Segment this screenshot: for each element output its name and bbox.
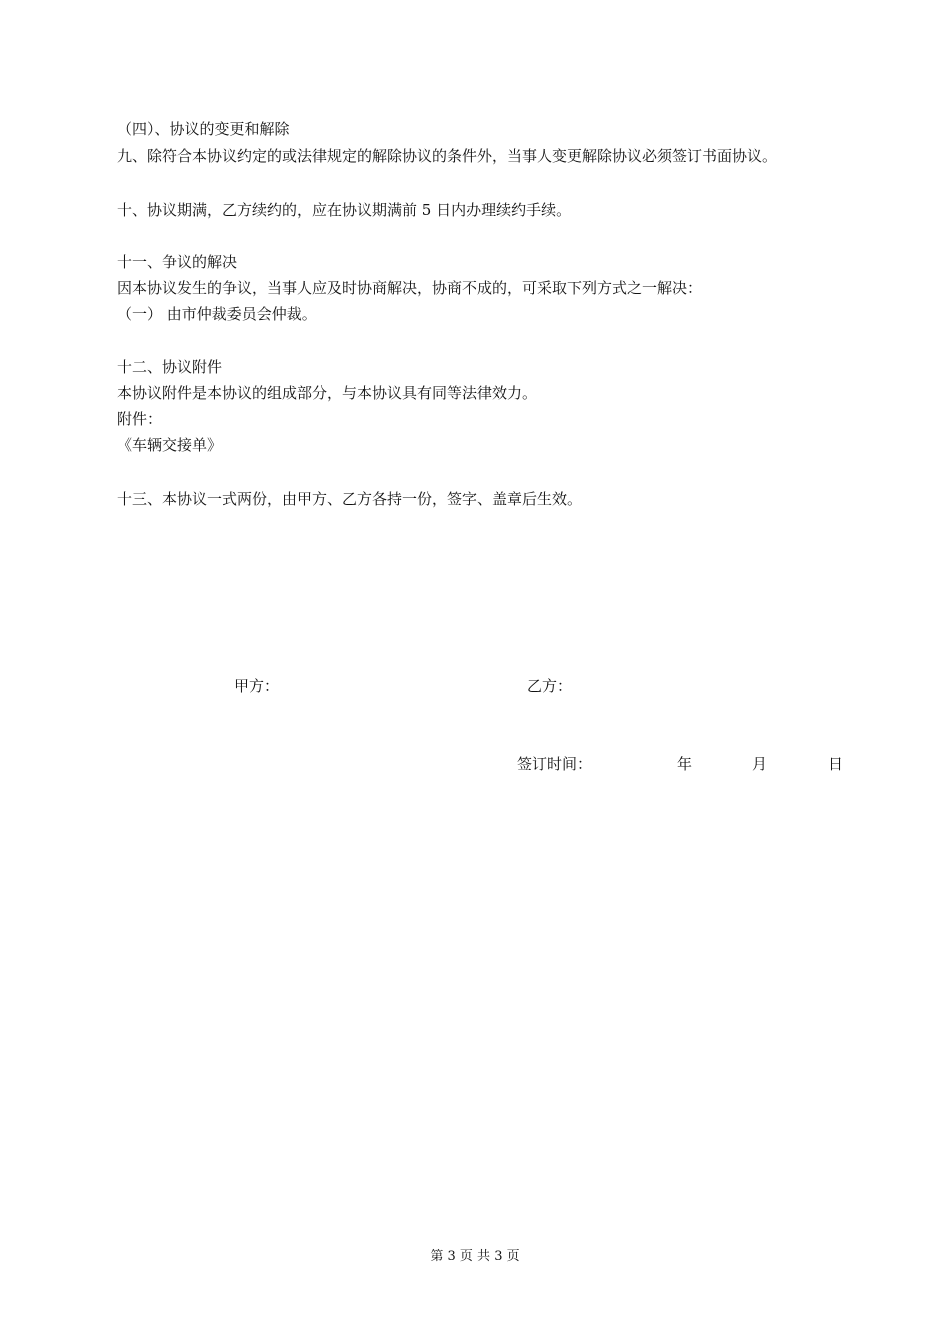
clause-11-option-1: （一） 由市仲裁委员会仲裁。 <box>117 305 317 323</box>
clause-9: 九、除符合本协议约定的或法律规定的解除协议的条件外，当事人变更解除协议必须签订书面协议。 <box>117 147 778 165</box>
attachment-label: 附件： <box>117 410 163 428</box>
party-a-label: 甲方： <box>234 677 280 695</box>
signing-date-label: 签订时间： <box>517 755 593 773</box>
clause-11-heading: 十一、争议的解决 <box>117 253 238 271</box>
attachment-item: 《车辆交接单》 <box>117 436 223 454</box>
clause-13: 十三、本协议一式两份，由甲方、乙方各持一份，签字、盖章后生效。 <box>117 490 583 508</box>
section-4-heading: （四）、协议的变更和解除 <box>117 120 290 138</box>
party-b-label: 乙方： <box>527 677 573 695</box>
clause-11-body: 因本协议发生的争议，当事人应及时协商解决，协商不成的，可采取下列方式之一解决： <box>117 279 703 297</box>
clause-12-heading: 十二、协议附件 <box>117 358 223 376</box>
day-label: 日 <box>828 755 844 773</box>
clause-10: 十、协议期满，乙方续约的，应在协议期满前 5 日内办理续约手续。 <box>117 201 572 219</box>
clause-12-body: 本协议附件是本协议的组成部分，与本协议具有同等法律效力。 <box>117 384 538 402</box>
page-number-footer: 第 3 页 共 3 页 <box>430 1249 520 1264</box>
month-label: 月 <box>752 755 768 773</box>
year-label: 年 <box>677 755 693 773</box>
